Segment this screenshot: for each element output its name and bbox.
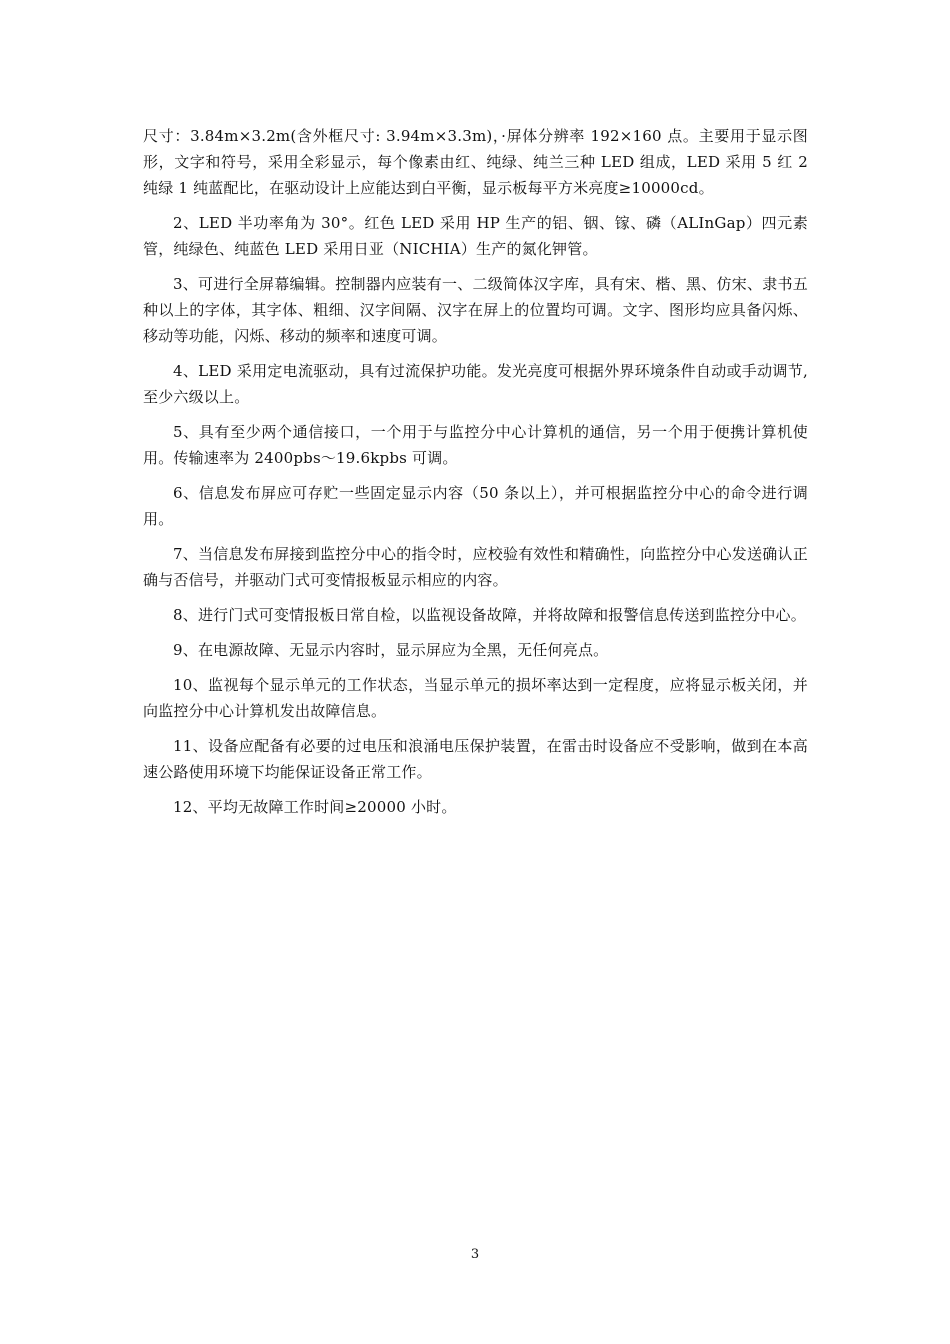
- paragraph-item-4: 4、LED 采用定电流驱动，具有过流保护功能。发光亮度可根据外界环境条件自动或手动调节,至少六级以上。: [143, 362, 808, 406]
- paragraph-item-2: 2、LED 半功率角为 30°。红色 LED 采用 HP 生产的铝、铟、镓、磷（ALInGap）四元素管，纯绿色、纯蓝色 LED 采用日亚（NICHIA）生产的氮化钾管。: [143, 214, 808, 258]
- paragraph-item-10: 10、监视每个显示单元的工作状态，当显示单元的损坏率达到一定程度，应将显示板关闭，并向监控分中心计算机发出故障信息。: [143, 676, 808, 720]
- paragraph-size-spec: 尺寸：3.84m×3.2m(含外框尺寸: 3.94m×3.3m)，·屏体分辨率 192×160 点。主要用于显示图形，文字和符号，采用全彩显示，每个像素由红、纯绿、纯兰三种 LED 组成，LED 采用 5 红 2 纯绿 1 纯蓝配比，在驱动设计上应能达到白平衡，显示板每平方米亮度≥10000cd。: [143, 127, 808, 197]
- document-body: [143, 123, 808, 829]
- paragraph-item-8: 8、进行门式可变情报板日常自检，以监视设备故障，并将故障和报警信息传送到监控分中心。: [173, 606, 806, 624]
- paragraph-item-12: 12、平均无故障工作时间≥20000 小时。: [173, 798, 457, 816]
- paragraph-item-6: 6、信息发布屏应可存贮一些固定显示内容（50 条以上），并可根据监控分中心的命令进行调用。: [143, 484, 808, 528]
- page-number: 3: [470, 1247, 480, 1262]
- paragraph-item-7: 7、当信息发布屏接到监控分中心的指令时，应校验有效性和精确性，向监控分中心发送确认正确与否信号，并驱动门式可变情报板显示相应的内容。: [143, 545, 808, 589]
- paragraph-item-3: 3、可进行全屏幕编辑。控制器内应装有一、二级简体汉字库，具有宋、楷、黑、仿宋、隶书五种以上的字体，其字体、粗细、汉字间隔、汉字在屏上的位置均可调。文字、图形均应具备闪烁、移动等功能，闪烁、移动的频率和速度可调。: [143, 275, 808, 345]
- paragraph-item-5: 5、具有至少两个通信接口，一个用于与监控分中心计算机的通信，另一个用于便携计算机使用。传输速率为 2400pbs～19.6kpbs 可调。: [143, 423, 808, 467]
- paragraph-item-9: 9、在电源故障、无显示内容时，显示屏应为全黑，无任何亮点。: [173, 641, 609, 659]
- paragraph-item-11: 11、设备应配备有必要的过电压和浪涌电压保护装置，在雷击时设备应不受影响，做到在本高速公路使用环境下均能保证设备正常工作。: [143, 737, 808, 781]
